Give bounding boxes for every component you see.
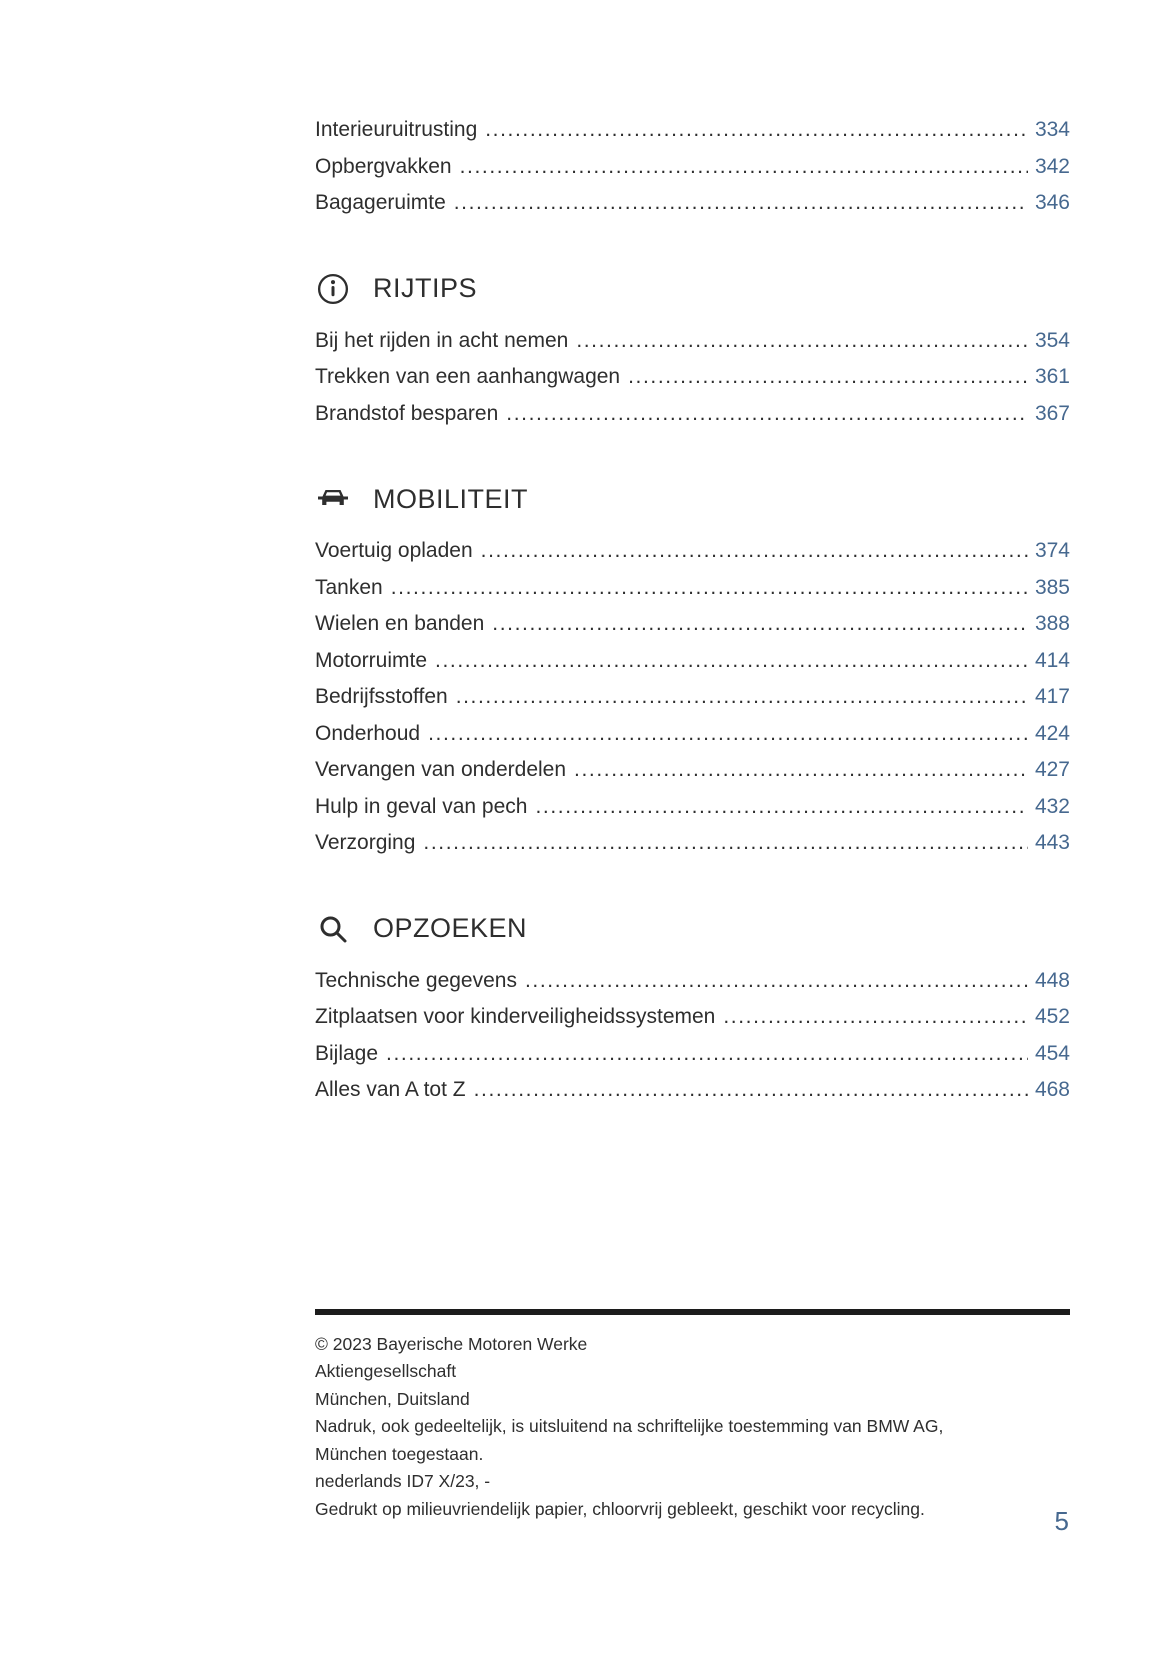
- toc-entry-title: Onderhoud: [315, 721, 421, 745]
- dot-leader: [492, 606, 1028, 643]
- toc-entry-title: Opbergvakken: [315, 154, 452, 178]
- dot-leader: [386, 1036, 1028, 1073]
- dot-leader: [454, 185, 1028, 222]
- dot-leader: [435, 643, 1028, 680]
- toc-entry-page: 374: [1034, 539, 1070, 562]
- toc-entry-title: Technische gegevens: [315, 968, 517, 992]
- toc-entry-page: 452: [1034, 1005, 1070, 1028]
- toc-entry-page: 334: [1034, 118, 1070, 141]
- section-title: RIJTIPS: [373, 273, 478, 303]
- dot-leader: [628, 359, 1028, 396]
- toc-entry[interactable]: [315, 789, 1070, 826]
- imprint-line: München, Duitsland: [315, 1388, 470, 1409]
- page-number: 5: [1054, 1506, 1069, 1536]
- imprint-line: Gedrukt op milieuvriendelijk papier, chloorvrij gebleekt, geschikt voor recycling.: [315, 1498, 925, 1519]
- toc-content: [315, 112, 1070, 1523]
- toc-entry-title: Tanken: [315, 575, 383, 599]
- toc-entry-page: 354: [1034, 328, 1070, 352]
- section-heading-mobiliteit: [315, 474, 1070, 524]
- imprint-line: Aktiengesellschaft: [315, 1361, 457, 1381]
- toc-entry-title: Voertuig opladen: [315, 539, 473, 562]
- toc-entry-title: Verzorging: [315, 831, 416, 854]
- toc-entry[interactable]: [315, 149, 1070, 186]
- imprint-line: © 2023 Bayerische Motoren Werke: [315, 1333, 588, 1354]
- toc-entry-page: 346: [1034, 191, 1070, 214]
- toc-entry[interactable]: [315, 570, 1070, 607]
- dot-leader: [428, 716, 1028, 753]
- toc-entry-title: Brandstof besparen: [315, 401, 499, 425]
- dot-leader: [576, 323, 1028, 360]
- toc-entry-title: Bedrijfsstoffen: [315, 685, 448, 708]
- section-heading-rijtips: [315, 264, 1070, 314]
- toc-entry[interactable]: [315, 679, 1070, 716]
- dot-leader: [574, 752, 1028, 789]
- toc-entry[interactable]: [315, 323, 1070, 360]
- toc-entry[interactable]: [315, 825, 1070, 862]
- toc-entry-page: 361: [1034, 365, 1070, 388]
- toc-entry-page: 388: [1034, 612, 1070, 635]
- toc-entry-title: Bijlage: [315, 1041, 379, 1065]
- imprint-footer: [315, 1331, 1070, 1524]
- toc-entry-title: Motorruimte: [315, 648, 428, 672]
- section-title: OPZOEKEN: [373, 913, 528, 943]
- toc-entry[interactable]: [315, 185, 1070, 222]
- car-icon: [315, 481, 351, 517]
- toc-entry-page: 385: [1034, 575, 1070, 599]
- toc-entry-page: 448: [1034, 968, 1070, 992]
- dot-leader: [506, 396, 1028, 433]
- dot-leader: [525, 963, 1028, 1000]
- footer-divider: [315, 1309, 1070, 1315]
- info-icon: [315, 271, 351, 307]
- toc-entry-title: Bij het rijden in acht nemen: [315, 328, 569, 352]
- dot-leader: [485, 112, 1028, 149]
- toc-entry-page: 443: [1034, 831, 1070, 854]
- toc-section-list-mobiliteit: [315, 533, 1070, 862]
- imprint-line: Nadruk, ook gedeeltelijk, is uitsluitend na schriftelijke toestemming van BMW AG,: [315, 1416, 944, 1436]
- section-title: MOBILITEIT: [373, 483, 529, 514]
- dot-leader: [460, 149, 1028, 186]
- toc-entry-page: 417: [1034, 685, 1070, 708]
- dot-leader: [423, 825, 1028, 862]
- toc-entry[interactable]: [315, 533, 1070, 570]
- toc-entry-title: Vervangen van onderdelen: [315, 758, 567, 781]
- imprint-line: nederlands ID7 X/23, -: [315, 1471, 491, 1491]
- toc-entry[interactable]: [315, 716, 1070, 753]
- toc-entry[interactable]: [315, 1036, 1070, 1073]
- section-heading-opzoeken: [315, 904, 1070, 954]
- toc-entry[interactable]: [315, 643, 1070, 680]
- toc-entry-title: Interieuruitrusting: [315, 118, 478, 141]
- toc-entry-title: Bagageruimte: [315, 191, 446, 214]
- dot-leader: [481, 533, 1028, 570]
- toc-entry[interactable]: [315, 359, 1070, 396]
- toc-entry[interactable]: [315, 999, 1070, 1036]
- toc-entry-title: Wielen en banden: [315, 612, 485, 635]
- toc-entry-page: 342: [1034, 154, 1070, 178]
- dot-leader: [474, 1072, 1028, 1109]
- toc-entry-title: Alles van A tot Z: [315, 1078, 466, 1101]
- toc-entry-page: 468: [1034, 1078, 1070, 1101]
- toc-entry-page: 432: [1034, 794, 1070, 818]
- toc-entry-page: 367: [1034, 401, 1070, 425]
- toc-section-list-rijtips: [315, 323, 1070, 433]
- toc-entry-page: 427: [1034, 758, 1070, 781]
- dot-leader: [456, 679, 1028, 716]
- toc-entry-page: 414: [1034, 648, 1070, 672]
- toc-entry-page: 424: [1034, 721, 1070, 745]
- toc-entry[interactable]: [315, 396, 1070, 433]
- dot-leader: [723, 999, 1028, 1036]
- toc-entry[interactable]: [315, 963, 1070, 1000]
- toc-section-list-opzoeken: [315, 963, 1070, 1109]
- toc-entry[interactable]: [315, 606, 1070, 643]
- toc-entry-title: Zitplaatsen voor kinderveiligheidssystemen: [315, 1005, 716, 1028]
- toc-entry-title: Trekken van een aanhangwagen: [315, 365, 621, 388]
- search-icon: [315, 911, 351, 947]
- dot-leader: [535, 789, 1027, 826]
- dot-leader: [391, 570, 1028, 607]
- imprint-line: München toegestaan.: [315, 1443, 484, 1464]
- toc-entry[interactable]: [315, 112, 1070, 149]
- toc-entry[interactable]: [315, 1072, 1070, 1109]
- toc-entry-title: Hulp in geval van pech: [315, 794, 528, 818]
- toc-entry-page: 454: [1034, 1041, 1070, 1065]
- toc-top-list: [315, 112, 1070, 222]
- toc-entry[interactable]: [315, 752, 1070, 789]
